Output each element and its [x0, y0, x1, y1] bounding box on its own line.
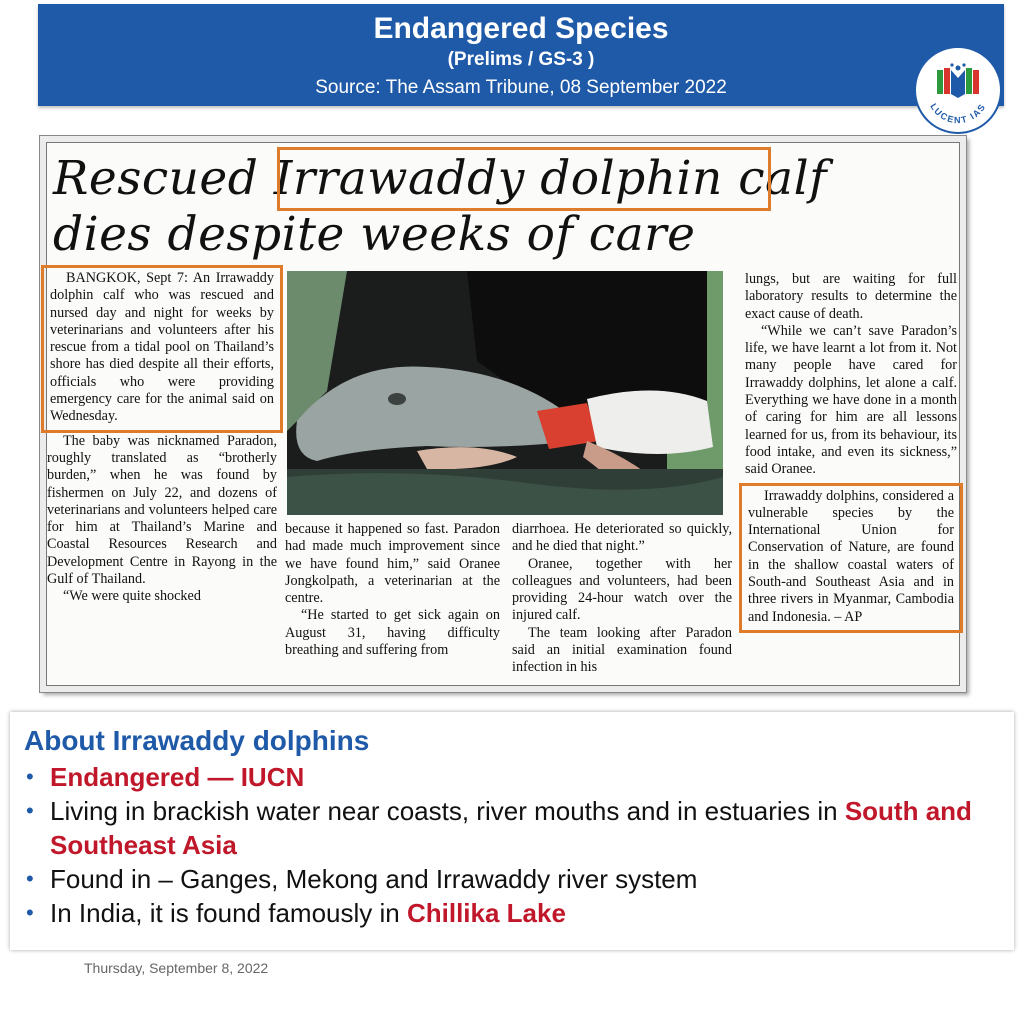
- lucent-ias-logo: [914, 46, 1002, 134]
- article-headline: Rescued Irrawaddy dolphin calf dies despite weeks of care: [53, 151, 827, 262]
- source-line: Source: The Assam Tribune, 08 September 2022: [315, 77, 727, 98]
- dolphin-feeding-photo: [287, 271, 723, 515]
- article-column-2: [285, 521, 500, 659]
- article-paragraph: Oranee, together with her colleagues and volunteers, had been providing 24-hour watch over the injured calf.: [512, 555, 732, 624]
- bullet-item: • Living in brackish water near coasts, river mouths and in estuaries in South and Southeast Asia: [26, 796, 972, 860]
- newspaper-page: [46, 142, 960, 686]
- about-bullet-list: [24, 760, 999, 930]
- article-paragraph: “We were quite shocked: [63, 588, 201, 605]
- article-column-1: [47, 265, 277, 606]
- bullet-icon: •: [26, 798, 34, 823]
- article-column-3: [512, 521, 732, 677]
- article-column-4: [745, 271, 957, 633]
- headline-highlight-box: [277, 147, 771, 211]
- article-paragraph: because it happened so fast. Paradon had made much improvement since we have found him,” said Oranee Jongkolpath, a veterinarian at the centre.: [285, 521, 500, 607]
- article-paragraph: The team looking after Paradon said an initial examination found infection in his: [512, 624, 732, 676]
- svg-text:LUCENT IAS: LUCENT IAS: [928, 101, 988, 126]
- bullet-icon: •: [26, 764, 34, 789]
- bullet-icon: •: [26, 866, 34, 891]
- article-paragraph: “He started to get sick again on August 31, having difficulty breathing and suffering from: [285, 607, 500, 659]
- article-paragraph: The baby was nicknamed Paradon, roughly translated as “brotherly burden,” when he was found by fishermen on July 22, and dozens of veterinarians and volunteers helped care for him at Thailand’s Marine and Coastal Resources Research and Development Centre in Rayong in the Gulf of Thailand.: [47, 432, 277, 588]
- slide-title: Endangered Species: [373, 12, 669, 45]
- bullet-icon: •: [26, 900, 34, 925]
- newspaper-clipping: [40, 136, 966, 692]
- bullet-item: • Endangered — IUCN: [26, 762, 305, 792]
- header-banner: [38, 4, 1004, 106]
- open-book-icon: [933, 62, 983, 102]
- slide-date: Thursday, September 8, 2022: [84, 960, 269, 976]
- bullet-item: • In India, it is found famously in Chillika Lake: [26, 898, 566, 928]
- headline-highlight: Irrawaddy dolphin: [273, 151, 723, 206]
- article-paragraph: lungs, but are waiting for full laboratory results to determine the exact cause of death.: [745, 271, 957, 322]
- article-paragraph: diarrhoea. He deteriorated so quickly, and he died that night.”: [512, 521, 732, 555]
- lead-paragraph-highlight: BANGKOK, Sept 7: An Irrawaddy dolphin calf who was rescued and nursed day and night for weeks by veterinarians and volunteers after his rescue from a tidal pool on Thailand’s shore has died despite all their efforts, officials who were providing emergency care for the animal said on Wednesday.: [41, 265, 283, 433]
- bullet-item: • Found in – Ganges, Mekong and Irrawaddy river system: [26, 864, 698, 894]
- iucn-note-highlight: Irrawaddy dolphins, considered a vulnerable species by the International Union for Conservation of Nature, are found in the shallow coastal waters of South-and Southeast Asia and in three rivers in Myanmar, Cambodia and Indonesia. – AP: [739, 483, 963, 633]
- article-paragraph: “While we can’t save Paradon’s life, we have learnt a lot from it. Not many people have cared for Irrawaddy dolphins, let alone a calf. Everything we have done in a month of caring for him are all lessons learned for us, from its behaviour, its food intake, and even its sickness,” said Oranee.: [745, 322, 957, 478]
- about-heading: About Irrawaddy dolphins: [24, 725, 370, 756]
- about-panel: [10, 712, 1014, 950]
- slide-subtitle: (Prelims / GS-3 ): [447, 49, 595, 70]
